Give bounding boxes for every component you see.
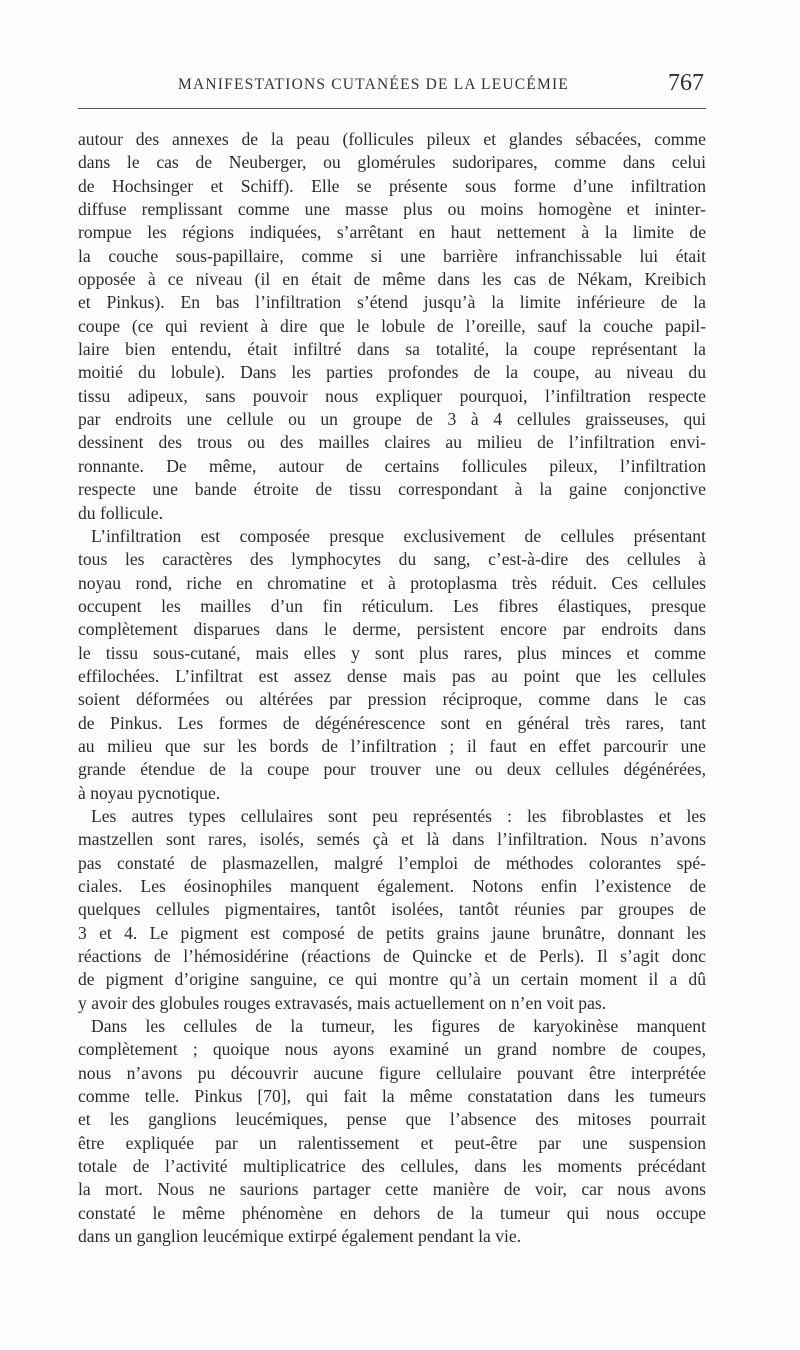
text-line: constaté le même phénomène en dehors de la tumeur qui nous occupe [78, 1202, 706, 1223]
text-line: noyau rond, riche en chromatine et à protoplasma très réduit. Ces cellules [78, 572, 706, 593]
text-line: ronnante. De même, autour de certains follicules pileux, l’infiltration [78, 455, 706, 476]
text-line: comme telle. Pinkus [70], qui fait la même constatation dans les tumeurs [78, 1086, 706, 1107]
text-line: Dans les cellules de la tumeur, les figures de karyokinèse manquent [91, 1016, 706, 1037]
text-line: la couche sous-papillaire, comme si une barrière infranchissable lui était [78, 245, 706, 266]
text-line: pas constaté de plasmazellen, malgré l’emploi de méthodes colorantes spé- [78, 852, 706, 873]
text-line: tous les caractères des lymphocytes du sang, c’est-à-dire des cellules à [78, 549, 706, 570]
body-text [78, 128, 706, 1249]
text-line: dans le cas de Neuberger, ou glomérules sudoripares, comme dans celui [78, 152, 706, 173]
text-line: quelques cellules pigmentaires, tantôt isolées, tantôt réunies par groupes de [78, 899, 706, 920]
text-line: complètement ; quoique nous ayons examiné un grand nombre de coupes, [78, 1039, 706, 1060]
text-line: soient déformées ou altérées par pression réciproque, comme dans le cas [78, 689, 706, 710]
text-line: effilochées. L’infiltrat est assez dense mais pas au point que les cellules [78, 665, 706, 686]
text-line: diffuse remplissant comme une masse plus ou moins homogène et ininter- [78, 199, 706, 220]
text-line: totale de l’activité multiplicatrice des cellules, dans les moments précédant [78, 1156, 706, 1177]
text-line: L’infiltration est composée presque exclusivement de cellules présentant [91, 525, 706, 546]
text-line: nous n’avons pu découvrir aucune figure cellulaire pouvant être interprétée [78, 1062, 706, 1083]
text-line: coupe (ce qui revient à dire que le lobule de l’oreille, sauf la couche papil- [78, 315, 706, 336]
text-line: y avoir des globules rouges extravasés, mais actuellement on n’en voit pas. [78, 992, 607, 1013]
text-line: laire bien entendu, était infiltré dans sa totalité, la coupe représentant la [78, 339, 706, 360]
text-line: dans un ganglion leucémique extirpé également pendant la vie. [78, 1226, 522, 1247]
text-line: Les autres types cellulaires sont peu représentés : les fibroblastes et les [91, 805, 706, 826]
running-title: MANIFESTATIONS CUTANÉES DE LA LEUCÉMIE [178, 76, 569, 93]
text-line: opposée à ce niveau (il en était de même dans les cas de Nékam, Kreibich [78, 269, 706, 290]
text-line: tissu adipeux, sans pouvoir nous expliquer pourquoi, l’infiltration respecte [78, 385, 706, 406]
running-head [78, 70, 706, 100]
text-line: de Pinkus. Les formes de dégénérescence sont en général très rares, tant [78, 712, 706, 733]
text-line: respecte une bande étroite de tissu correspondant à la gaine conjonctive [78, 479, 706, 500]
text-line: la mort. Nous ne saurions partager cette manière de voir, car nous avons [78, 1179, 706, 1200]
text-line: moitié du lobule). Dans les parties profondes de la coupe, au niveau du [78, 362, 706, 383]
header-rule [78, 108, 706, 109]
text-line: grande étendue de la coupe pour trouver une ou deux cellules dégénérées, [78, 759, 706, 780]
text-line: être expliquée par un ralentissement et peut-être par une suspension [78, 1132, 706, 1153]
text-line: réactions de l’hémosidérine (réactions de Quincke et de Perls). Il s’agit donc [78, 946, 706, 967]
text-line: rompue les régions indiquées, s’arrêtant en haut nettement à la limite de [78, 222, 706, 243]
text-line: à noyau pycnotique. [78, 782, 221, 803]
text-line: occupent les mailles d’un fin réticulum. Les fibres élastiques, presque [78, 595, 706, 616]
text-line: ciales. Les éosinophiles manquent également. Notons enfin l’existence de [78, 876, 706, 896]
text-line: de pigment d’origine sanguine, ce qui montre qu’à un certain moment il a dû [78, 969, 706, 990]
text-line: autour des annexes de la peau (follicules pileux et glandes sébacées, comme [78, 129, 706, 149]
text-line: mastzellen sont rares, isolés, semés çà et là dans l’infiltration. Nous n’avons [78, 829, 706, 850]
text-line: au milieu que sur les bords de l’infiltration ; il faut en effet parcourir une [78, 735, 706, 756]
text-line: complètement disparues dans le derme, persistent encore par endroits dans [78, 619, 706, 640]
text-line: et Pinkus). En bas l’infiltration s’étend jusqu’à la limite inférieure de la [78, 292, 706, 313]
text-line: 3 et 4. Le pigment est composé de petits grains jaune brunâtre, donnant les [78, 922, 706, 943]
text-line: dessinent des trous ou des mailles claires au milieu de l’infiltration envi- [78, 432, 706, 453]
page-number: 767 [668, 70, 704, 96]
text-line: du follicule. [78, 502, 164, 523]
text-line: et les ganglions leucémiques, pense que l’absence des mitoses pourrait [78, 1109, 706, 1130]
text-line: de Hochsinger et Schiff). Elle se présente sous forme d’une infiltration [78, 175, 706, 196]
text-line: le tissu sous-cutané, mais elles y sont plus rares, plus minces et comme [78, 642, 706, 663]
text-line: par endroits une cellule ou un groupe de 3 à 4 cellules graisseuses, qui [78, 409, 706, 430]
